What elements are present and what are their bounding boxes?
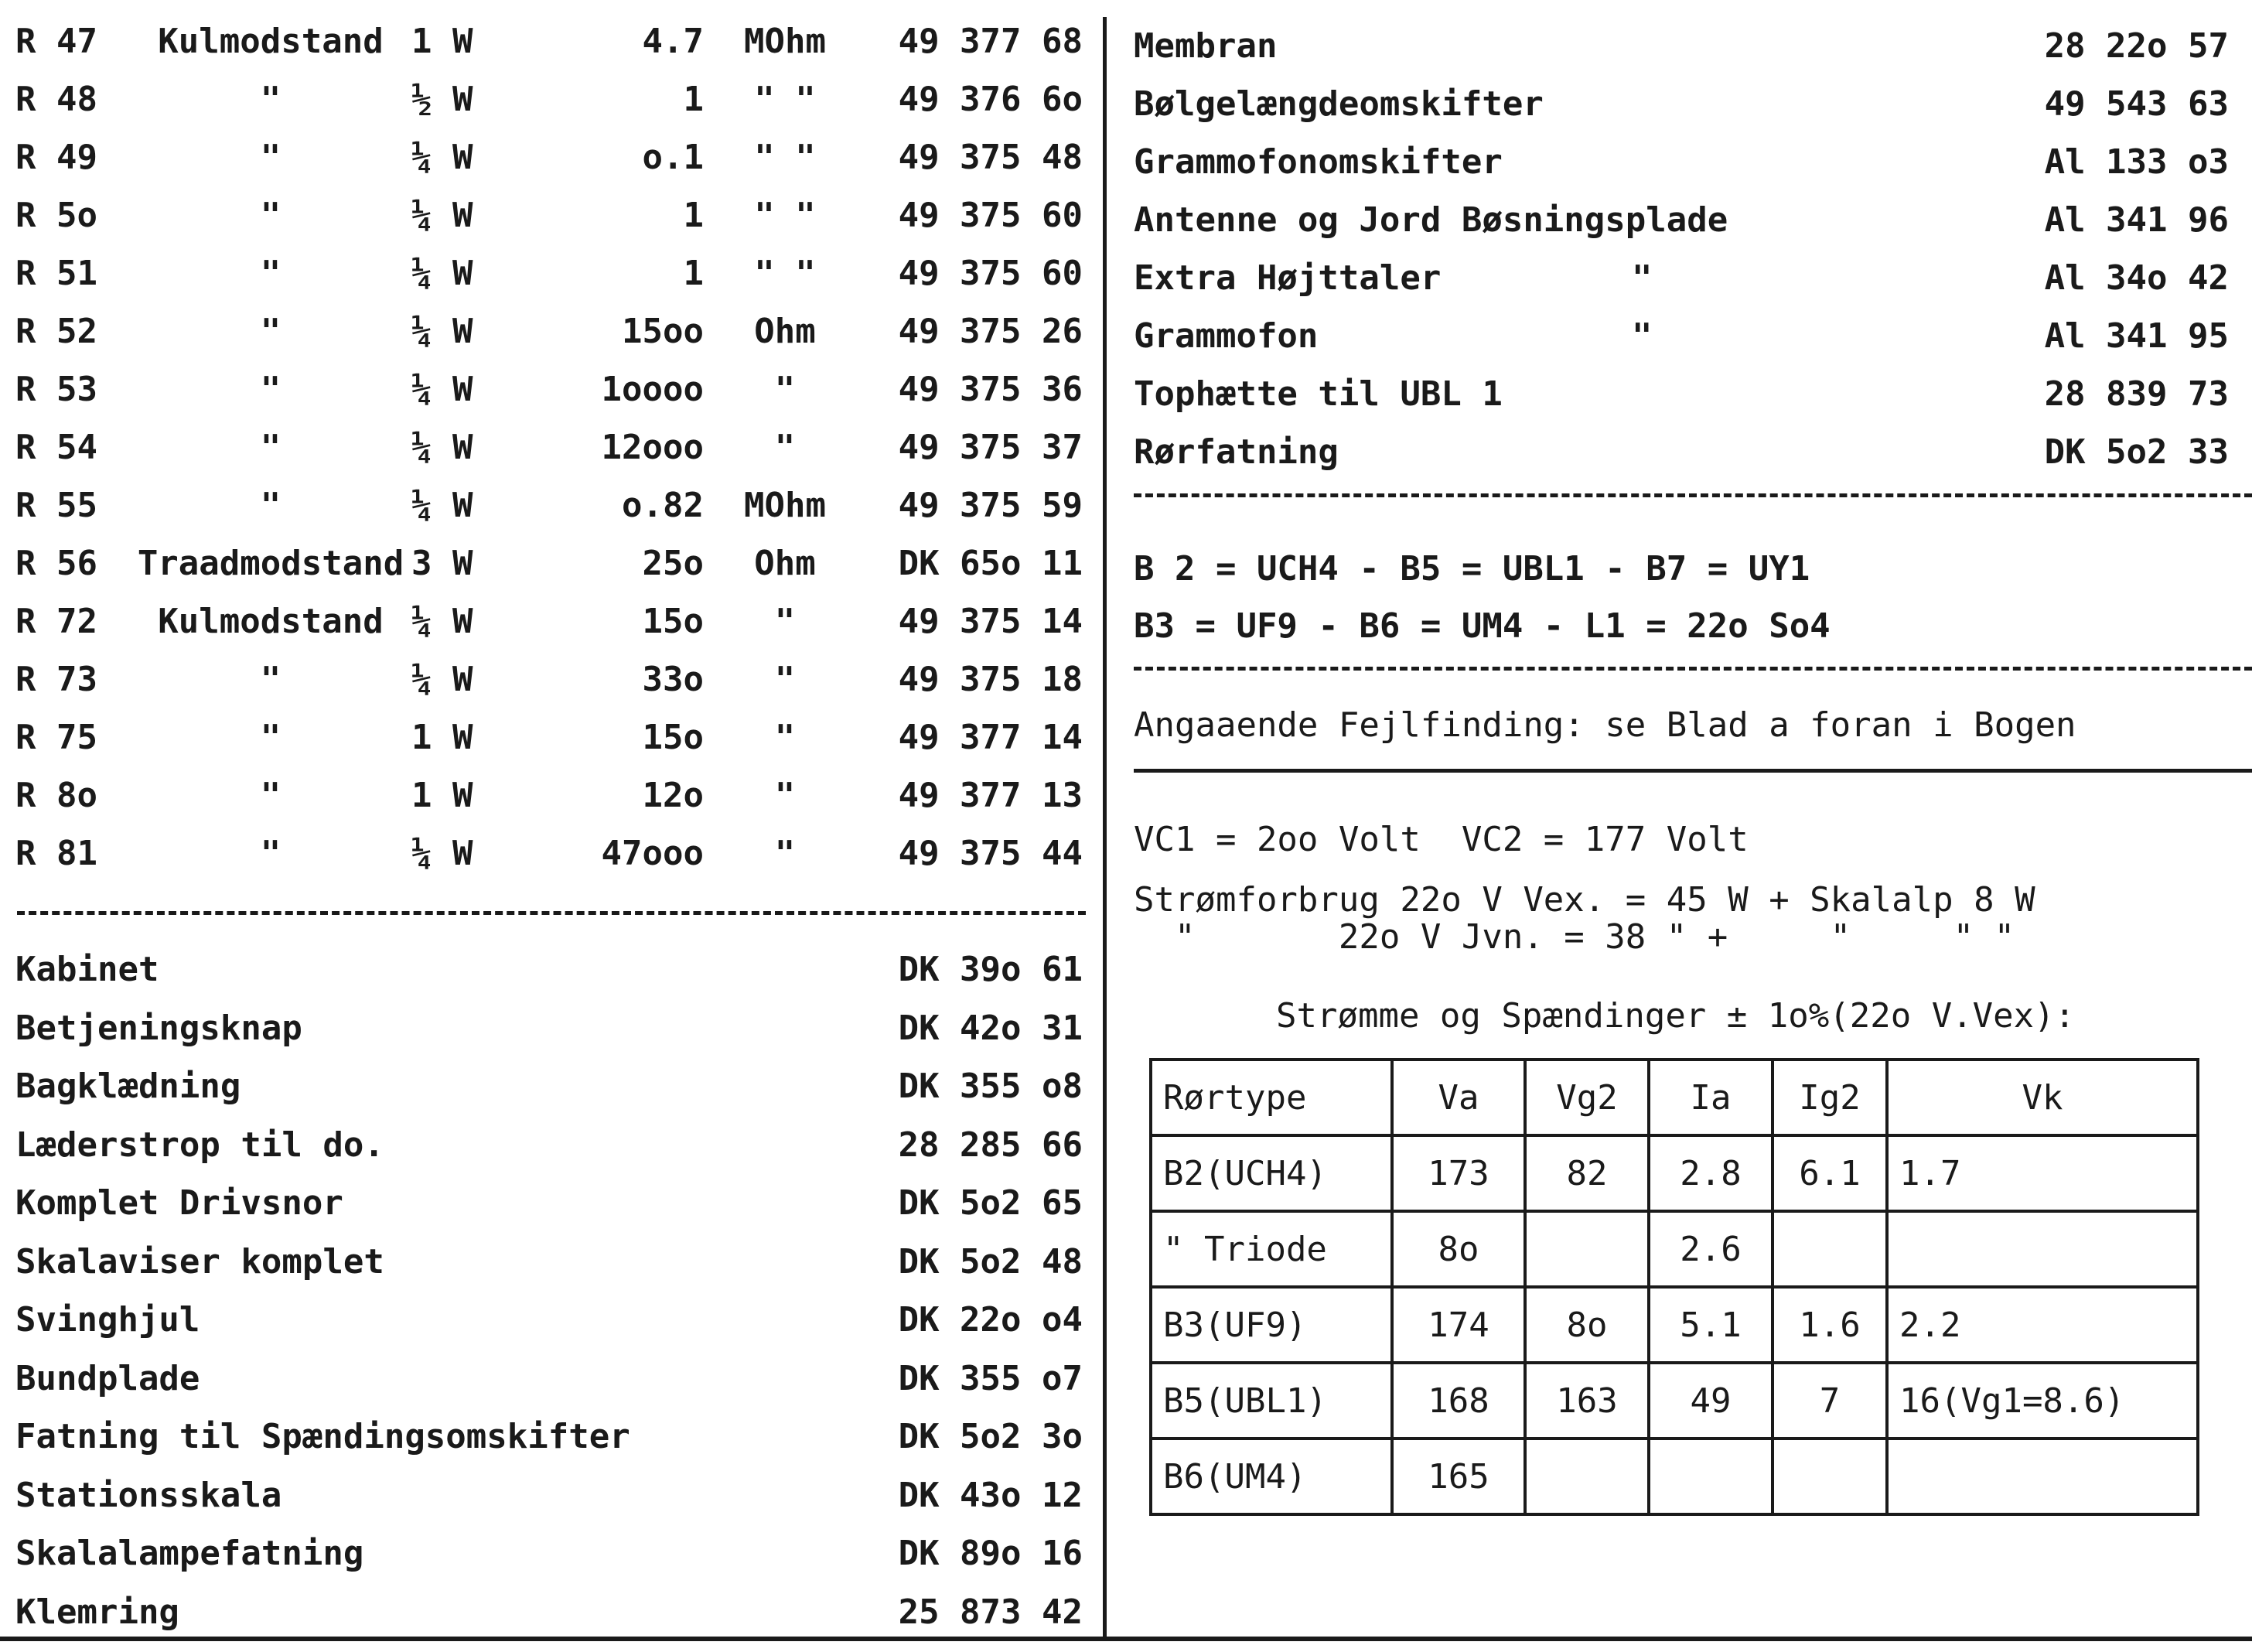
resistor-type: " bbox=[260, 254, 282, 293]
tube-table-cell bbox=[1887, 1439, 2198, 1514]
resistor-type: " bbox=[260, 312, 282, 351]
part-number: DK 5o2 48 bbox=[898, 1241, 1083, 1282]
resistor-value: 1 bbox=[683, 80, 704, 119]
tube-table-header: Va bbox=[1392, 1060, 1525, 1135]
resistor-part-number: 49 375 60 bbox=[898, 254, 1083, 293]
resistor-value: 1 bbox=[683, 254, 704, 293]
part-name: Fatning til Spændingsomskifter bbox=[15, 1417, 630, 1456]
fault-note: Angaaende Fejlfinding: se Blad a foran i Bogen bbox=[1134, 705, 2076, 745]
tube-table-cell: 6.1 bbox=[1773, 1135, 1887, 1211]
resistor-value: 25o bbox=[642, 544, 704, 583]
part-number: DK 355 o8 bbox=[898, 1067, 1083, 1106]
part-number: DK 5o2 3o bbox=[898, 1417, 1083, 1456]
part-number: DK 39o 61 bbox=[898, 950, 1083, 989]
part-name: Skalalampefatning bbox=[15, 1534, 364, 1573]
part-name: Bundplade bbox=[15, 1358, 200, 1398]
tube-table-header: Rørtype bbox=[1151, 1060, 1392, 1135]
part-ditto: " bbox=[1632, 316, 1653, 356]
resistor-unit: " bbox=[774, 370, 796, 409]
resistor-type: Kulmodstand bbox=[158, 22, 384, 61]
resistor-value: o.82 bbox=[622, 486, 704, 525]
tube-table-header: Vk bbox=[1887, 1060, 2198, 1135]
tube-line-2: B3 = UF9 - B6 = UM4 - L1 = 22o So4 bbox=[1134, 606, 1831, 646]
part-name: Stationsskala bbox=[15, 1475, 282, 1515]
table-title: Strømme og Spændinger ± 1o%(22o V.Vex): bbox=[1276, 996, 2076, 1036]
part-name: Skalaviser komplet bbox=[15, 1241, 384, 1282]
tube-table-row bbox=[1151, 1439, 2198, 1514]
tube-table-header: Ig2 bbox=[1773, 1060, 1887, 1135]
resistor-part-number: 49 377 14 bbox=[898, 718, 1083, 757]
part-name: Grammofon bbox=[1134, 316, 1319, 356]
resistor-ref: R 53 bbox=[15, 370, 97, 409]
tube-table-header: Vg2 bbox=[1525, 1060, 1649, 1135]
left-separator bbox=[17, 911, 1086, 915]
resistor-ref: R 55 bbox=[15, 486, 97, 525]
tube-line-1: B 2 = UCH4 - B5 = UBL1 - B7 = UY1 bbox=[1134, 549, 1810, 589]
part-number: Al 133 o3 bbox=[2044, 142, 2229, 182]
power-line-2: " 22o V Jvn. = 38 " + " " " bbox=[1134, 917, 2015, 957]
resistor-ref: R 54 bbox=[15, 428, 97, 467]
part-number: DK 355 o7 bbox=[898, 1358, 1083, 1398]
resistor-part-number: 49 375 59 bbox=[898, 486, 1083, 525]
part-number: Al 341 95 bbox=[2044, 316, 2229, 356]
resistor-watt: 1 W bbox=[411, 776, 473, 815]
tube-table-cell: 165 bbox=[1392, 1439, 1525, 1514]
tube-table-cell: B6(UM4) bbox=[1151, 1439, 1392, 1514]
resistor-ref: R 52 bbox=[15, 312, 97, 351]
right-separator-2 bbox=[1134, 667, 2252, 671]
resistor-ref: R 49 bbox=[15, 138, 97, 177]
resistor-watt: ¼ W bbox=[411, 660, 473, 699]
resistor-unit: " bbox=[774, 834, 796, 873]
part-name: Klemring bbox=[15, 1592, 179, 1632]
tube-table-cell: 5.1 bbox=[1649, 1287, 1773, 1363]
part-number: 49 543 63 bbox=[2044, 84, 2229, 124]
tube-table-cell: B3(UF9) bbox=[1151, 1287, 1392, 1363]
resistor-type: " bbox=[260, 196, 282, 235]
resistor-value: 47ooo bbox=[601, 834, 704, 873]
resistor-part-number: 49 375 37 bbox=[898, 428, 1083, 467]
part-number: DK 89o 16 bbox=[898, 1534, 1083, 1573]
resistor-type: " bbox=[260, 718, 282, 757]
right-solid-rule bbox=[1134, 769, 2252, 773]
resistor-type: " bbox=[260, 834, 282, 873]
resistor-part-number: 49 375 18 bbox=[898, 660, 1083, 699]
resistor-unit: Ohm bbox=[754, 544, 816, 583]
part-number: Al 34o 42 bbox=[2044, 258, 2229, 298]
resistor-type: Kulmodstand bbox=[158, 602, 384, 641]
resistor-ref: R 81 bbox=[15, 834, 97, 873]
tube-table-cell: B5(UBL1) bbox=[1151, 1363, 1392, 1439]
tube-table-cell: 49 bbox=[1649, 1363, 1773, 1439]
tube-table-cell: 173 bbox=[1392, 1135, 1525, 1211]
resistor-value: 1oooo bbox=[601, 370, 704, 409]
tube-table-cell bbox=[1525, 1211, 1649, 1287]
part-name: Antenne og Jord Bøsningsplade bbox=[1134, 200, 1728, 240]
tube-table-cell: 163 bbox=[1525, 1363, 1649, 1439]
part-name: Rørfatning bbox=[1134, 432, 1339, 472]
voltage-line: VC1 = 2oo Volt VC2 = 177 Volt bbox=[1134, 820, 1749, 859]
part-name: Svinghjul bbox=[15, 1300, 200, 1340]
resistor-type: " bbox=[260, 370, 282, 409]
tube-table-row bbox=[1151, 1363, 2198, 1439]
resistor-watt: ¼ W bbox=[411, 196, 473, 235]
part-number: 28 839 73 bbox=[2044, 374, 2229, 414]
resistor-ref: R 75 bbox=[15, 718, 97, 757]
resistor-watt: ¼ W bbox=[411, 834, 473, 873]
part-name: Grammofonomskifter bbox=[1134, 142, 1503, 182]
tube-table-cell: 174 bbox=[1392, 1287, 1525, 1363]
tube-table-cell bbox=[1773, 1211, 1887, 1287]
resistor-watt: ¼ W bbox=[411, 428, 473, 467]
part-ditto: " bbox=[1632, 258, 1653, 298]
part-name: Tophætte til UBL 1 bbox=[1134, 374, 1503, 414]
part-number: Al 341 96 bbox=[2044, 200, 2229, 240]
tube-table-cell bbox=[1525, 1439, 1649, 1514]
tube-table-cell: 7 bbox=[1773, 1363, 1887, 1439]
resistor-value: 15o bbox=[642, 602, 704, 641]
part-name: Kabinet bbox=[15, 950, 159, 989]
part-name: Læderstrop til do. bbox=[15, 1125, 384, 1165]
part-name: Komplet Drivsnor bbox=[15, 1183, 343, 1223]
resistor-type: Traadmodstand bbox=[137, 544, 404, 583]
resistor-watt: ¼ W bbox=[411, 370, 473, 409]
tube-table-cell: 1.7 bbox=[1887, 1135, 2198, 1211]
resistor-value: 12o bbox=[642, 776, 704, 815]
resistor-unit: " " bbox=[754, 138, 816, 177]
part-name: Bølgelængdeomskifter bbox=[1134, 84, 1544, 124]
resistor-ref: R 51 bbox=[15, 254, 97, 293]
part-name: Bagklædning bbox=[15, 1067, 241, 1106]
tube-table-header: Ia bbox=[1649, 1060, 1773, 1135]
resistor-unit: MOhm bbox=[744, 486, 826, 525]
bottom-rule bbox=[0, 1637, 2252, 1641]
resistor-part-number: DK 65o 11 bbox=[898, 544, 1083, 583]
resistor-type: " bbox=[260, 776, 282, 815]
resistor-part-number: 49 375 48 bbox=[898, 138, 1083, 177]
resistor-ref: R 73 bbox=[15, 660, 97, 699]
power-line-1: Strømforbrug 22o V Vex. = 45 W + Skalalp 8 W bbox=[1134, 880, 2035, 920]
resistor-value: 15o bbox=[642, 718, 704, 757]
tube-table-cell: 168 bbox=[1392, 1363, 1525, 1439]
resistor-unit: " bbox=[774, 602, 796, 641]
resistor-watt: ¼ W bbox=[411, 254, 473, 293]
resistor-value: 1 bbox=[683, 196, 704, 235]
resistor-value: 4.7 bbox=[642, 22, 704, 61]
resistor-unit: " bbox=[774, 718, 796, 757]
resistor-unit: Ohm bbox=[754, 312, 816, 351]
resistor-type: " bbox=[260, 138, 282, 177]
tube-table-cell bbox=[1773, 1439, 1887, 1514]
tube-table-cell: 82 bbox=[1525, 1135, 1649, 1211]
tube-table-row bbox=[1151, 1135, 2198, 1211]
resistor-ref: R 56 bbox=[15, 544, 97, 583]
resistor-ref: R 48 bbox=[15, 80, 97, 119]
tube-table-cell: 2.2 bbox=[1887, 1287, 2198, 1363]
resistor-ref: R 8o bbox=[15, 776, 97, 815]
resistor-watt: 3 W bbox=[411, 544, 473, 583]
right-separator-1 bbox=[1134, 493, 2252, 497]
resistor-unit: MOhm bbox=[744, 22, 826, 61]
resistor-ref: R 47 bbox=[15, 22, 97, 61]
resistor-watt: ¼ W bbox=[411, 138, 473, 177]
resistor-watt: ½ W bbox=[411, 80, 473, 119]
tube-table-row bbox=[1151, 1211, 2198, 1287]
resistor-type: " bbox=[260, 660, 282, 699]
part-number: 28 285 66 bbox=[898, 1125, 1083, 1165]
resistor-part-number: 49 377 13 bbox=[898, 776, 1083, 815]
tube-table bbox=[1149, 1058, 2199, 1516]
resistor-part-number: 49 375 36 bbox=[898, 370, 1083, 409]
resistor-value: 33o bbox=[642, 660, 704, 699]
part-number: DK 5o2 65 bbox=[898, 1183, 1083, 1223]
resistor-unit: " " bbox=[754, 196, 816, 235]
resistor-type: " bbox=[260, 486, 282, 525]
tube-table-cell: 16(Vg1=8.6) bbox=[1887, 1363, 2198, 1439]
resistor-part-number: 49 375 60 bbox=[898, 196, 1083, 235]
resistor-type: " bbox=[260, 428, 282, 467]
tube-table-cell: " Triode bbox=[1151, 1211, 1392, 1287]
resistor-part-number: 49 377 68 bbox=[898, 22, 1083, 61]
resistor-watt: ¼ W bbox=[411, 602, 473, 641]
resistor-value: 12ooo bbox=[601, 428, 704, 467]
tube-table-cell: 2.8 bbox=[1649, 1135, 1773, 1211]
part-number: DK 43o 12 bbox=[898, 1475, 1083, 1515]
resistor-watt: ¼ W bbox=[411, 486, 473, 525]
column-divider bbox=[1103, 17, 1107, 1641]
part-name: Membran bbox=[1134, 26, 1278, 66]
part-number: DK 22o o4 bbox=[898, 1300, 1083, 1340]
tube-table-cell: 8o bbox=[1392, 1211, 1525, 1287]
resistor-watt: ¼ W bbox=[411, 312, 473, 351]
resistor-part-number: 49 375 14 bbox=[898, 602, 1083, 641]
resistor-part-number: 49 376 6o bbox=[898, 80, 1083, 119]
part-number: 25 873 42 bbox=[898, 1592, 1083, 1632]
part-name: Extra Højttaler bbox=[1134, 258, 1442, 298]
part-number: DK 42o 31 bbox=[898, 1008, 1083, 1048]
resistor-watt: 1 W bbox=[411, 718, 473, 757]
resistor-unit: " bbox=[774, 776, 796, 815]
tube-table-header-row bbox=[1151, 1060, 2198, 1135]
part-number: 28 22o 57 bbox=[2044, 26, 2229, 66]
resistor-unit: " " bbox=[754, 80, 816, 119]
part-name: Betjeningsknap bbox=[15, 1008, 302, 1048]
resistor-unit: " " bbox=[754, 254, 816, 293]
tube-table-cell: 8o bbox=[1525, 1287, 1649, 1363]
part-number: DK 5o2 33 bbox=[2044, 432, 2229, 472]
tube-table-cell bbox=[1887, 1211, 2198, 1287]
resistor-unit: " bbox=[774, 660, 796, 699]
resistor-ref: R 5o bbox=[15, 196, 97, 235]
resistor-part-number: 49 375 26 bbox=[898, 312, 1083, 351]
tube-table-cell: B2(UCH4) bbox=[1151, 1135, 1392, 1211]
tube-table-cell: 1.6 bbox=[1773, 1287, 1887, 1363]
resistor-unit: " bbox=[774, 428, 796, 467]
tube-table-cell bbox=[1649, 1439, 1773, 1514]
resistor-value: 15oo bbox=[622, 312, 704, 351]
tube-table-cell: 2.6 bbox=[1649, 1211, 1773, 1287]
resistor-ref: R 72 bbox=[15, 602, 97, 641]
resistor-watt: 1 W bbox=[411, 22, 473, 61]
resistor-value: o.1 bbox=[642, 138, 704, 177]
tube-table-row bbox=[1151, 1287, 2198, 1363]
resistor-type: " bbox=[260, 80, 282, 119]
resistor-part-number: 49 375 44 bbox=[898, 834, 1083, 873]
